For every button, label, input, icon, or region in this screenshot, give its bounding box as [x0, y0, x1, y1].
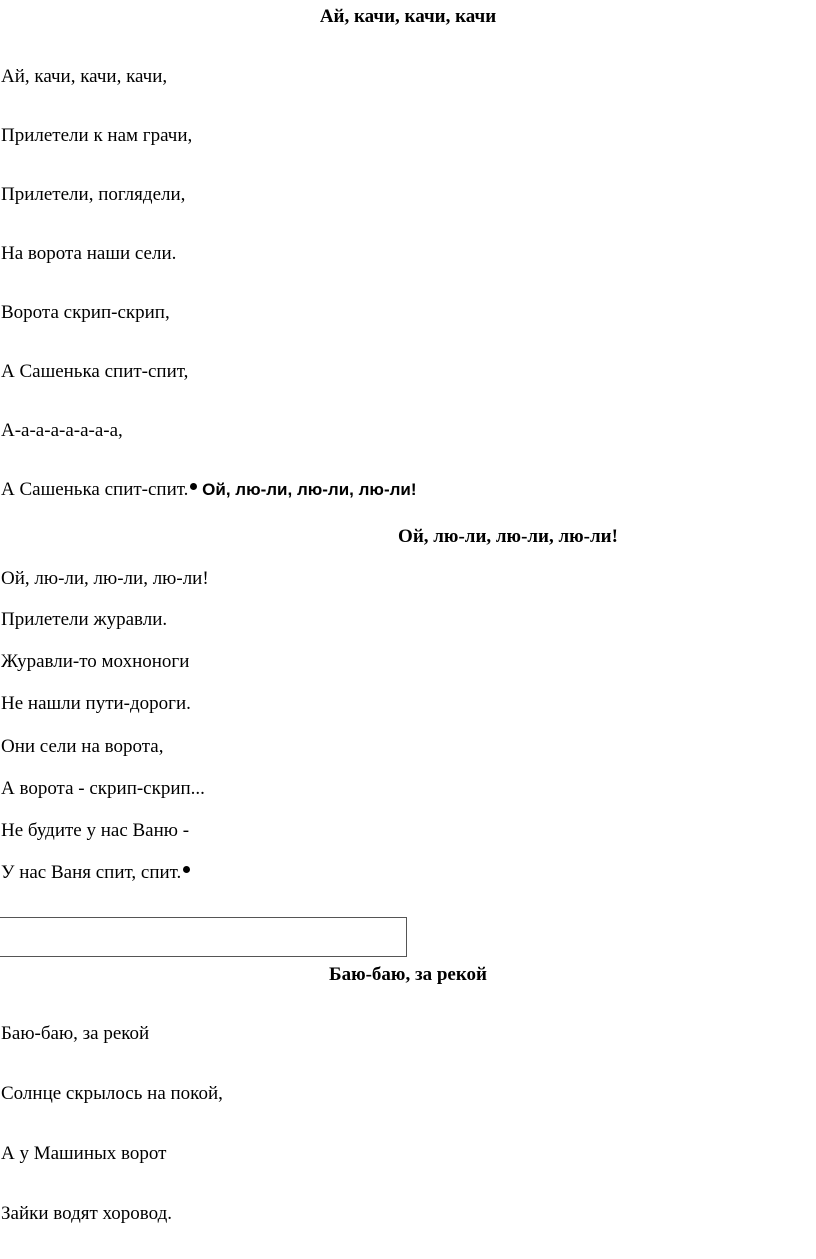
- bullet-icon: [183, 866, 190, 873]
- song3-line-3: А у Машиных ворот: [1, 1143, 167, 1164]
- song2-line-3: Журавли-то мохноноги: [1, 651, 190, 672]
- song2-line-7: Не будите у нас Ваню -: [1, 820, 190, 841]
- song3-line-4: Зайки водят хоровод.: [1, 1203, 173, 1224]
- song3-title: Баю-баю, за рекой: [329, 964, 487, 985]
- song2-inline-title: Ой, лю-ли, лю-ли, лю-ли!: [202, 480, 417, 499]
- song1-line-7: А-а-а-а-а-а-а-а,: [1, 420, 123, 441]
- song1-line-2: Прилетели к нам грачи,: [1, 125, 193, 146]
- song1-line-3: Прилетели, поглядели,: [1, 184, 186, 205]
- song1-line-1: Ай, качи, качи, качи,: [1, 66, 168, 87]
- song1-line-4: На ворота наши сели.: [1, 243, 177, 264]
- bullet-icon: [190, 483, 197, 490]
- song3-line-2: Солнце скрылось на покой,: [1, 1083, 223, 1104]
- song2-line-8: У нас Ваня спит, спит.: [1, 862, 182, 883]
- song1-line-6: А Сашенька спит-спит,: [1, 361, 189, 382]
- song1-line-8-row: [1, 479, 417, 501]
- song3-line-1: Баю-баю, за рекой: [1, 1023, 150, 1044]
- song2-line-2: Прилетели журавли.: [1, 609, 168, 630]
- song1-line-5: Ворота скрип-скрип,: [1, 302, 170, 323]
- song2-line-1: Ой, лю-ли, лю-ли, лю-ли!: [1, 568, 209, 589]
- song2-title: Ой, лю-ли, лю-ли, лю-ли!: [398, 526, 618, 547]
- song1-title: Ай, качи, качи, качи: [319, 6, 497, 27]
- song2-line-5: Они сели на ворота,: [1, 736, 164, 757]
- song2-line-4: Не нашли пути-дороги.: [1, 693, 191, 714]
- song2-line-8-row: [1, 862, 190, 884]
- empty-text-box: [0, 917, 407, 957]
- song2-line-6: А ворота - скрип-скрип...: [1, 778, 205, 799]
- song1-line-8: А Сашенька спит-спит.: [1, 479, 189, 500]
